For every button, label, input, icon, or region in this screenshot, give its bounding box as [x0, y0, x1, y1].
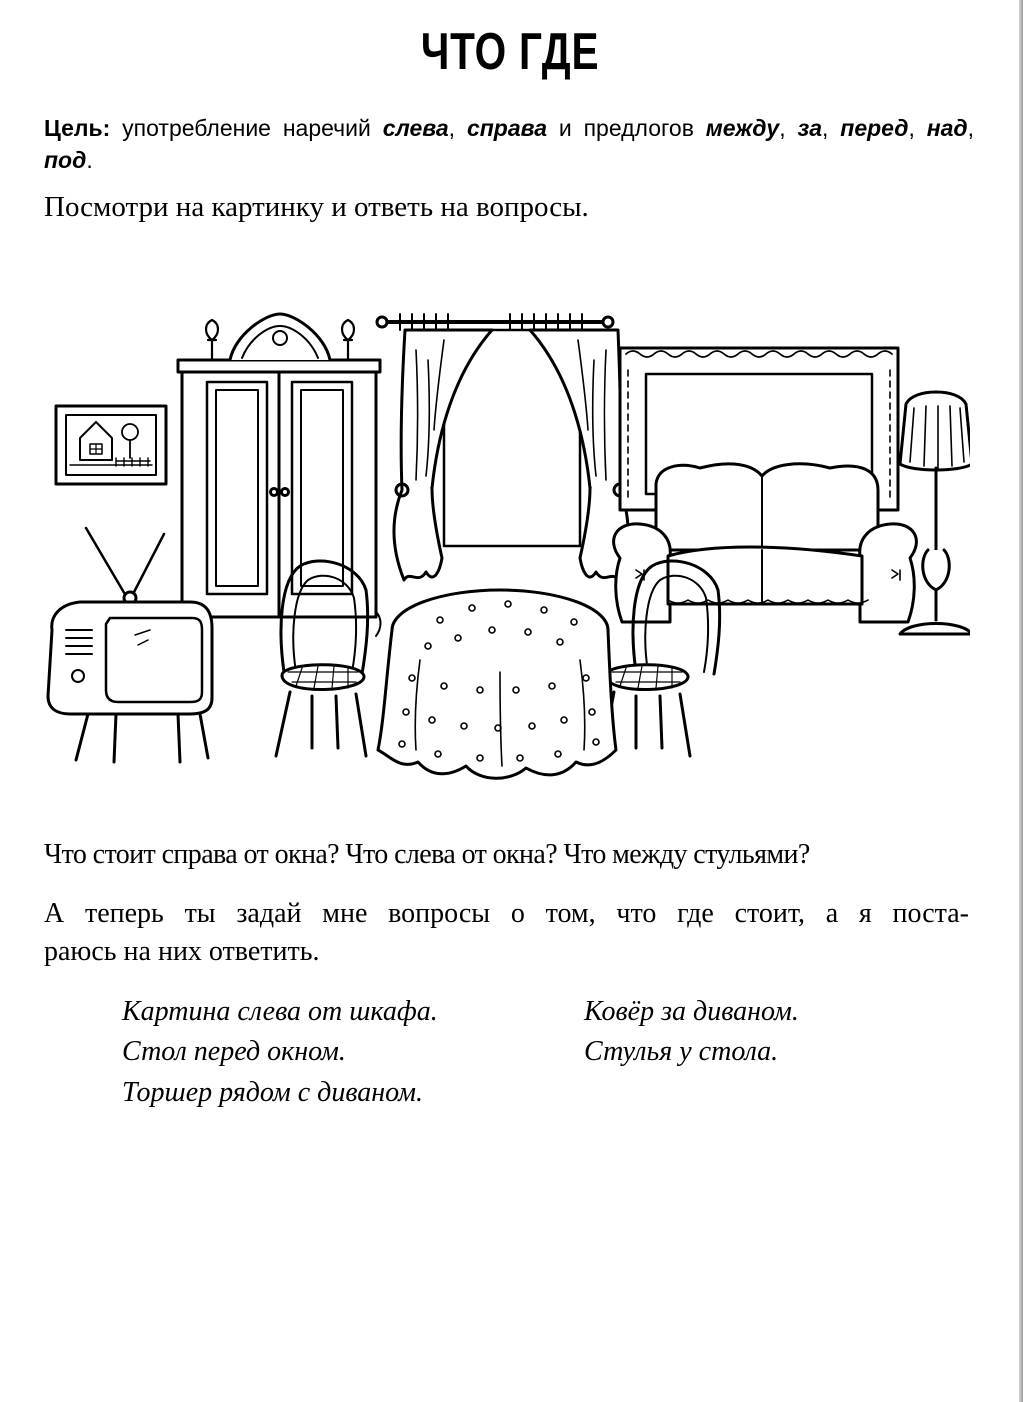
- window-with-curtains: [394, 330, 628, 580]
- page-title: ЧТО ГДЕ: [420, 23, 600, 81]
- page-edge-shadow: [1019, 0, 1023, 1402]
- instruction-text: Посмотри на картинку и ответь на вопросы.: [44, 191, 589, 223]
- prep-under: под: [44, 147, 87, 173]
- task-paragraph: [44, 895, 969, 971]
- task-line-2: раюсь на них ответить.: [44, 936, 320, 967]
- goal-label: Цель:: [44, 115, 111, 141]
- sofa: [614, 464, 917, 622]
- prep-above: над: [926, 115, 968, 141]
- goal-intro: употребление наречий: [122, 115, 371, 141]
- adverb-left: слева: [382, 115, 449, 141]
- prep-in-front: перед: [840, 115, 909, 141]
- wardrobe: [178, 314, 381, 636]
- goal-mid: и предлогов: [558, 115, 694, 141]
- example-right-1: Ковёр за диваном.: [584, 996, 799, 1027]
- prep-behind: за: [797, 115, 823, 141]
- task-line-1: А теперь ты задай мне вопросы о том, что где стоит, а я поста-: [44, 898, 969, 929]
- house-picture: [56, 406, 166, 484]
- room-illustration: [40, 300, 970, 800]
- prep-between: между: [705, 115, 780, 141]
- questions-text: Что стоит справа от окна? Что слева от окна? Что между стульями?: [44, 839, 810, 870]
- round-table: [378, 590, 616, 778]
- goal-paragraph: Цель: употребление наречий слева, справа и предлогов между, за, перед, над, под.: [44, 115, 975, 173]
- example-left-3: Торшер рядом с диваном.: [122, 1077, 423, 1108]
- curtain-rod: [377, 314, 613, 330]
- adverb-right: справа: [466, 115, 547, 141]
- example-right-2: Стулья у стола.: [584, 1036, 779, 1067]
- example-left-1: Картина слева от шкафа.: [122, 996, 438, 1027]
- example-left-2: Стол перед окном.: [122, 1036, 346, 1067]
